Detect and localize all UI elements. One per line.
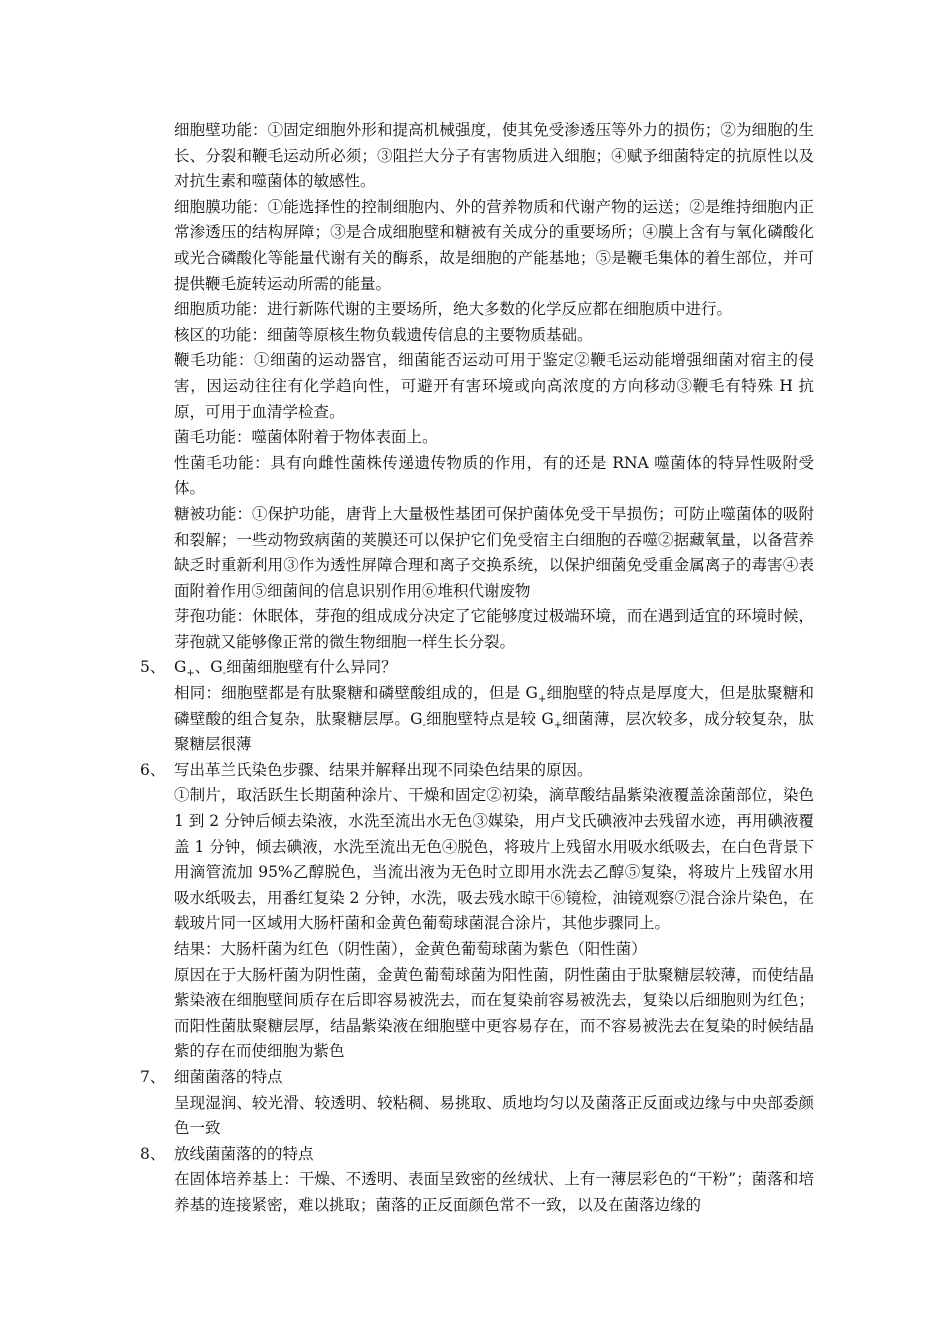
question-7-answer: 呈现湿润、较光滑、较透明、较粘稠、易挑取、质地均匀以及菌落正反面或边缘与中央部委颜色一致 — [174, 1093, 814, 1138]
question-title: 写出革兰氏染色步骤、结果并解释出现不同染色结果的原因。 — [174, 760, 593, 779]
question-number: 6、 — [140, 760, 166, 779]
question-7 — [138, 1065, 814, 1091]
superscript-minus: - — [222, 668, 227, 680]
cytoplasm-function-paragraph: 细胞质功能：进行新陈代谢的主要场所，绝大多数的化学反应都在细胞质中进行。 — [174, 300, 733, 319]
flagella-function-paragraph: 鞭毛功能：①细菌的运动器官，细菌能否运动可用于鉴定②鞭毛运动能增强细菌对宿主的侵害，因运动往往有化学趋向性，可避开有害环境或向高浓度的方向移动③鞭毛有特殊 H 抗原，可用于血清学检查。 — [174, 351, 814, 421]
question-title-part: G — [174, 658, 187, 677]
question-number: 8、 — [140, 1144, 166, 1163]
question-8 — [138, 1142, 814, 1168]
cell-wall-function-paragraph: 细胞壁功能：①固定细胞外形和提高机械强度，使其免受渗透压等外力的损伤；②为细胞的生长、分裂和鞭毛运动所必须；③阻拦大分子有害物质进入细胞；④赋予细菌特定的抗原性以及对抗生素和噬菌体的敏感性。 — [174, 121, 814, 191]
question-6 — [138, 758, 814, 784]
question-title: 细菌菌落的特点 — [174, 1067, 283, 1086]
question-5 — [138, 655, 814, 681]
glycocalyx-function-paragraph: 糖被功能：①保护功能，唐背上大量极性基团可保护菌体免受干旱损伤；可防止噬菌体的吸附和裂解；一些动物致病菌的荚膜还可以保护它们免受宿主白细胞的吞噬②据藏氧量，以备营养缺乏时重新利用③作为透性屏障合理和离子交换系统，以保护细菌免受重金属离子的毒害④表面附着作用⑤细菌间的信息识别作用⑥堆积代谢废物 — [174, 504, 814, 600]
document-body — [138, 118, 814, 1219]
answer-text: 细胞壁特点是较 G — [425, 709, 554, 728]
gram-stain-reason: 原因在于大肠杆菌为阴性菌，金黄色葡萄球菌为阳性菌，阴性菌由于肽聚糖层较薄，而使结晶紫染液在细胞壁间质存在后即容易被洗去，而在复染前容易被洗去，复染以后细胞则为红色；而阳性菌肽聚糖层厚，结晶紫染液在细胞壁中更容易存在，而不容易被洗去在复染的时候结晶紫的存在而使细胞为紫色 — [174, 965, 814, 1061]
answer-text: 相同：细胞壁都是有肽聚糖和磷壁酸组成的，但是 G — [174, 684, 538, 703]
pili-function-paragraph: 菌毛功能：噬菌体附着于物体表面上。 — [174, 428, 438, 447]
question-title-part: 细菌细胞壁有什么异同？ — [226, 658, 397, 677]
superscript-plus: + — [537, 694, 547, 706]
question-5-answer — [174, 681, 814, 758]
superscript-plus: + — [186, 668, 195, 680]
question-number: 5、 — [140, 658, 166, 677]
answer-text: 细胞壁的特点是厚度大，但是肽聚糖和磷壁酸的组合复杂，肽聚糖层厚。G — [174, 684, 814, 728]
gram-stain-result: 结果：大肠杆菌为红色（阴性菌），金黄色葡萄球菌为紫色（阳性菌） — [174, 940, 647, 958]
question-8-answer: 在固体培养基上：干燥、不透明、表面呈致密的丝绒状、上有一薄层彩色的“干粉”；菌落和培养基的连接紧密，难以挑取；菌落的正反面颜色常不一致，以及在菌落边缘的 — [174, 1170, 814, 1214]
question-number: 7、 — [140, 1067, 166, 1086]
gram-stain-steps: ①制片，取活跃生长期菌种涂片、干燥和固定②初染，滴草酸结晶紫染液覆盖涂菌部位，染色 1 到 2 分钟后倾去染液，水洗至流出水无色③媒染，用卢戈氏碘液冲去残留水迹，再用碘液覆盖 1 分钟，倾去碘液，水洗至流出无色④脱色，将玻片上残留水用吸水纸吸去，在白色背景下用滴管流加 95%乙醇脱色，当流出液为无色时立即用水洗去乙醇⑤复染，将玻片上残留水用吸水纸吸去，用番红复染 2 分钟，水洗，吸去残水晾干⑥镜检，油镜观察⑦混合涂片染色，在载玻片同一区域用大肠杆菌和金黄色葡萄球菌混合涂片，其他步骤同上。 — [174, 786, 814, 933]
question-title: 放线菌菌落的的特点 — [174, 1144, 314, 1163]
cell-membrane-function-paragraph: 细胞膜功能：①能选择性的控制细胞内、外的营养物质和代谢产物的运送；②是维持细胞内正常渗透压的结构屏障；③是合成细胞壁和糖被有关成分的重要场所；④膜上含有与氧化磷酸化或光合磷酸化等能量代谢有关的酶系，故是细胞的产能基地；⑤是鞭毛集体的着生部位，并可提供鞭毛旋转运动所需的能量。 — [174, 197, 814, 293]
nuclear-region-function-paragraph: 核区的功能：细菌等原核生物负载遗传信息的主要物质基础。 — [174, 325, 593, 344]
answer-text: 细菌薄，层次较多，成分较复杂，肽聚糖层很薄 — [174, 709, 814, 754]
superscript-minus: - — [422, 719, 426, 731]
superscript-plus: + — [553, 719, 563, 731]
sex-pili-function-paragraph: 性菌毛功能：具有向雌性菌株传递遗传物质的作用，有的还是 RNA 噬菌体的特异性吸附受体。 — [174, 453, 814, 498]
spore-function-paragraph: 芽孢功能：休眠体，芽孢的组成成分决定了它能够度过极端环境，而在遇到适宜的环境时候，芽孢就又能够像正常的微生物细胞一样生长分裂。 — [174, 607, 814, 651]
question-title-part: 、G — [194, 658, 223, 677]
